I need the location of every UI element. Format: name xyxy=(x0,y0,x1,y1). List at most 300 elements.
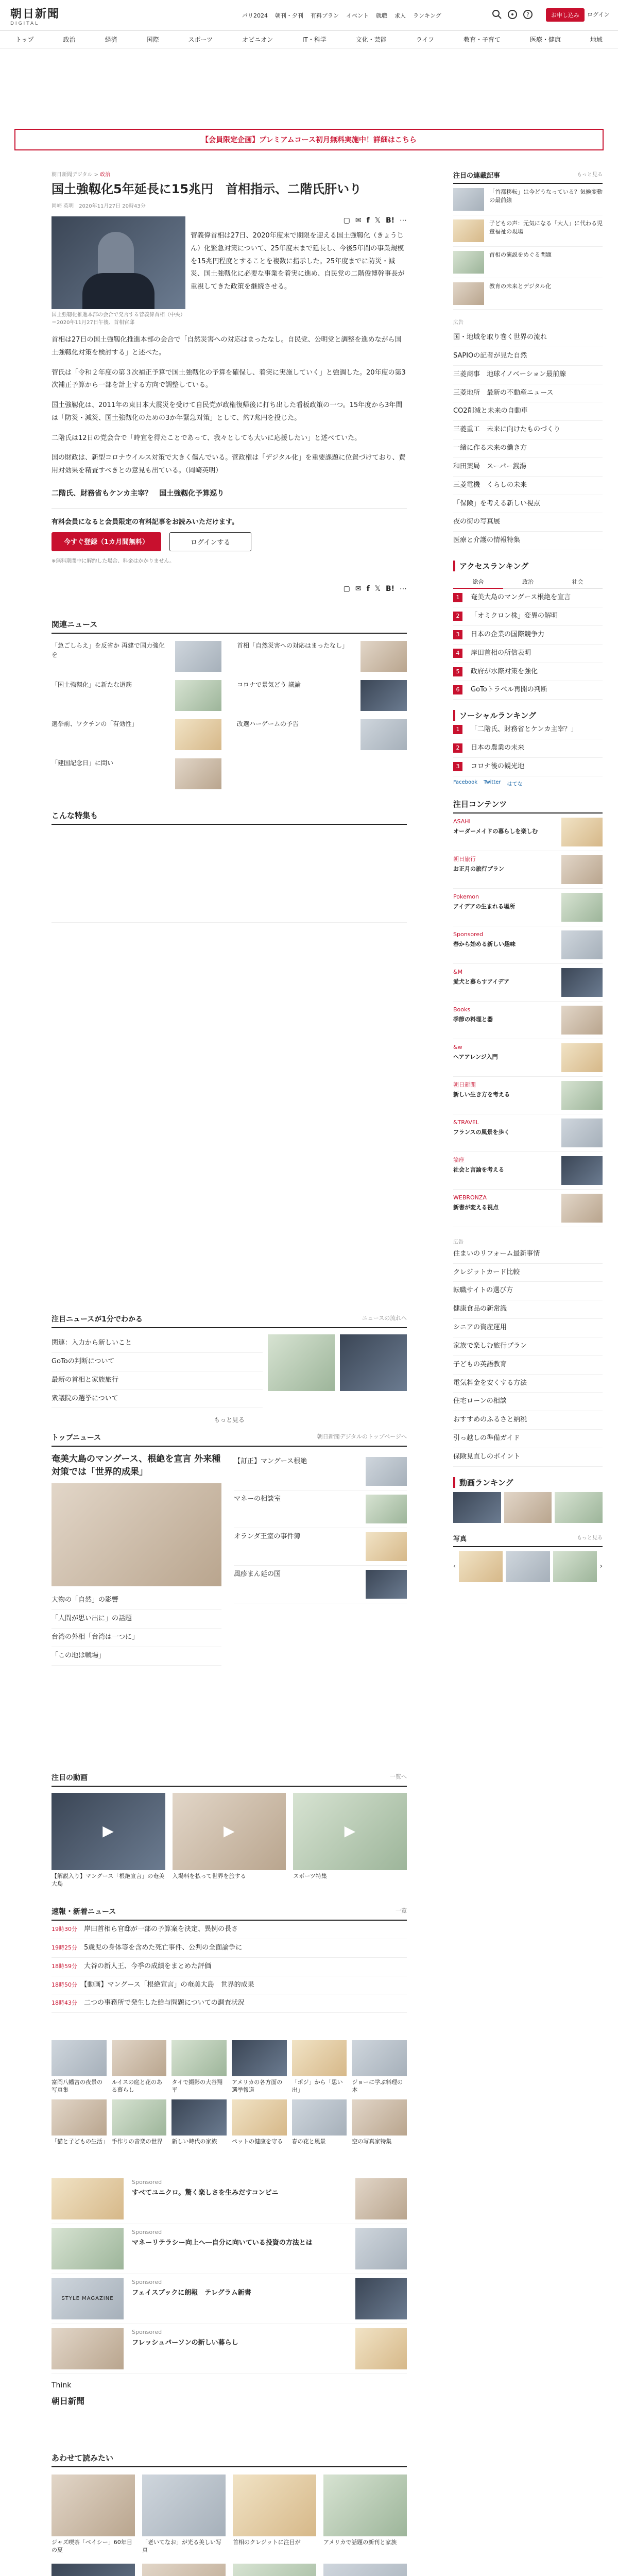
nav-item[interactable]: トップ xyxy=(15,36,34,43)
facebook-icon[interactable]: f xyxy=(366,216,370,225)
recommend-card[interactable] xyxy=(142,2564,226,2576)
top-link[interactable]: ランキング xyxy=(413,12,441,19)
content-category: Sponsored xyxy=(453,930,484,938)
sponsored-title: フレッシュパーソンの新しい暮らし xyxy=(132,2338,238,2347)
login-cta[interactable]: ログインする xyxy=(169,532,251,551)
sidebar-ranking-item[interactable] xyxy=(453,247,603,278)
asahi-logo-text: 朝日新聞 xyxy=(52,2396,85,2406)
svg-text:?: ? xyxy=(526,11,529,18)
sponsored-image xyxy=(355,2328,407,2369)
sponsored-image xyxy=(355,2178,407,2219)
article-paragraph: 首相は27日の国土強靱化推進本部の会合で「自然災害への対応はまったなし。自民党、公明党と調整を進めながら国土強靱化対策を検討する」と述べた。 xyxy=(52,336,402,357)
content-thumb xyxy=(561,930,603,959)
ranking-title: 政府が水際対策を強化 xyxy=(471,667,538,675)
recommend-thumb xyxy=(233,2475,316,2536)
site-logo[interactable] xyxy=(10,5,60,26)
breaking-news-section xyxy=(52,1906,407,2013)
video-card[interactable] xyxy=(52,1793,165,1888)
grid-caption: ジョーに学ぶ料理の本 xyxy=(352,2079,403,2094)
nav-item[interactable]: 国際 xyxy=(146,36,159,43)
facebook-link[interactable]: Facebook xyxy=(453,779,477,785)
cta-note: ※無料期間中に解約した場合、料金はかかりません。 xyxy=(52,558,175,564)
grid-caption: 新しい時代の家族 xyxy=(171,2138,217,2145)
content-thumb xyxy=(561,1194,603,1223)
sidebar-ranking-item[interactable] xyxy=(453,278,603,310)
content-thumb xyxy=(561,1043,603,1072)
thumb xyxy=(453,219,484,242)
content-title: アイデアの生まれる場所 xyxy=(453,903,516,910)
content-category: Books xyxy=(453,1006,471,1013)
prev-arrow-icon[interactable]: ‹ xyxy=(453,1563,456,1571)
grid-thumb xyxy=(112,2040,167,2076)
breaking-item[interactable] xyxy=(52,1939,407,1958)
sidebar-section-title: ソーシャルランキング xyxy=(453,710,603,721)
photo-thumb[interactable] xyxy=(553,1551,597,1582)
related-item-title: 首相「自然災害への対応はまったなし」 xyxy=(237,641,349,649)
nav-item[interactable]: スポーツ xyxy=(188,36,213,43)
ranking-item[interactable] xyxy=(453,645,603,663)
sidebar-section-title: 注目の連載記事 xyxy=(453,172,501,180)
content-title: オーダーメイドの暮らしを楽しむ xyxy=(453,827,538,835)
sidebar-more-link[interactable]: もっと見る xyxy=(577,172,603,178)
sidebar-section-title: アクセスランキング xyxy=(453,561,603,571)
top-news-row[interactable] xyxy=(234,1453,407,1490)
sidebar-link[interactable]: 三菱電機 くらしの未来 xyxy=(453,477,603,495)
ranking-tab[interactable]: 総合 xyxy=(453,575,503,589)
sponsor-label: Sponsored xyxy=(132,2229,162,2235)
recommend-title: 「老いてなお」が光る美しい写真 xyxy=(142,2539,221,2554)
sidebar-link[interactable]: 国・地域を取り巻く世界の流れ xyxy=(453,329,603,347)
x-icon[interactable]: 𝕏 xyxy=(374,216,381,225)
top-news-row[interactable] xyxy=(234,1490,407,1528)
sponsored-item[interactable] xyxy=(52,2224,407,2274)
ranking-title: 「オミクロン株」変異の解明 xyxy=(471,612,558,620)
grid-thumb xyxy=(232,2099,287,2136)
breaking-text: 【動画】マングース「根絶宣言」の奄美大島 世界的成果 xyxy=(84,1980,254,1989)
sidebar-ad-link[interactable]: 電気料金を安くする方法 xyxy=(453,1375,603,1393)
recommend-card[interactable] xyxy=(233,2564,316,2576)
login-button[interactable]: ログイン xyxy=(587,11,610,18)
access-ranking xyxy=(453,561,603,700)
breaking-time: 19時25分 xyxy=(52,1944,77,1951)
ranking-item[interactable] xyxy=(453,739,603,758)
grid-card[interactable] xyxy=(112,2040,167,2094)
recommend-card[interactable] xyxy=(142,2475,226,2554)
x-icon[interactable]: 𝕏 xyxy=(374,584,381,593)
content-category: 朝日旅行 xyxy=(453,855,476,862)
sidebar-more-link[interactable]: もっと見る xyxy=(577,1535,603,1541)
sponsored-title: すべてユニクロ。驚く楽しさを生みだすコンビニ xyxy=(132,2189,279,2197)
grid-card[interactable] xyxy=(292,2040,347,2094)
top-link[interactable]: 朝刊・夕刊 xyxy=(275,12,303,19)
sponsored-title: マネーリテラシー向上へ―自分に向いている投資の方法とは xyxy=(132,2239,313,2247)
related-thumb xyxy=(175,641,221,672)
related-item-title: 「建国記念日」に問い xyxy=(52,759,114,767)
video-rank-card[interactable] xyxy=(504,1492,552,1523)
sponsored-image xyxy=(355,2228,407,2269)
sidebar-ad-link[interactable]: シニアの資産運用 xyxy=(453,1319,603,1337)
twitter-link[interactable]: Twitter xyxy=(484,779,501,785)
breadcrumb-item[interactable]: 政治 xyxy=(100,172,111,178)
next-arrow-icon[interactable]: › xyxy=(599,1563,603,1571)
section-more-link[interactable]: 一覧 xyxy=(396,1907,407,1914)
story-item[interactable]: 関連：入力から新しいこと xyxy=(52,1334,263,1353)
related-thumb xyxy=(360,680,407,711)
ranking-title: 日本の農業の未来 xyxy=(471,744,525,752)
content-title: 愛犬と暮らすアイデア xyxy=(453,978,510,985)
share-bar xyxy=(191,216,407,225)
recommend-thumb xyxy=(142,2475,226,2536)
paywall-box xyxy=(52,509,407,564)
think-logo-text: Think xyxy=(52,2381,72,2389)
breaking-item[interactable] xyxy=(52,1921,407,1939)
related-article-link[interactable] xyxy=(52,488,407,498)
video-thumb xyxy=(293,1793,407,1870)
bookmark-icon[interactable]: ▢ xyxy=(343,216,350,225)
sponsor-label: Sponsored xyxy=(132,2279,162,2285)
content-title: ヘアアレンジ入門 xyxy=(453,1053,498,1060)
sidebar-ad-link[interactable]: 転職サイトの選び方 xyxy=(453,1282,603,1300)
related-item[interactable] xyxy=(52,641,221,672)
asahi-logo-footer[interactable] xyxy=(52,2395,407,2406)
nav-item[interactable]: 文化・芸能 xyxy=(355,36,387,43)
sidebar-ad-link[interactable]: 住まいのリフォーム最新事情 xyxy=(453,1245,603,1264)
grid-card[interactable] xyxy=(52,2099,107,2145)
sidebar-ad-list xyxy=(453,1238,603,1467)
recommend-thumb xyxy=(323,2564,407,2576)
ranking-item[interactable] xyxy=(453,663,603,682)
top-news-item[interactable]: 大物の「自然」の影響 xyxy=(52,1591,221,1610)
grid-card[interactable] xyxy=(112,2099,167,2145)
top-news-item[interactable]: 「この地は戦場」 xyxy=(52,1647,221,1666)
breaking-text: 岸田首相ら官邸が一部の予算案を決定、異例の長さ xyxy=(84,1925,238,1933)
breaking-text: 大谷の新人王、今季の成績をまとめた評価 xyxy=(84,1962,212,1970)
mail-icon[interactable]: ✉ xyxy=(355,584,362,593)
related-item-title: 「急ごしらえ」を反省か 再建で国力強化を xyxy=(52,641,165,658)
think-logo[interactable] xyxy=(52,2381,407,2389)
facebook-icon[interactable]: f xyxy=(366,584,370,593)
site-header xyxy=(0,0,618,31)
story-item[interactable]: GoToの判断について xyxy=(52,1353,263,1371)
promo-text: 【会員限定企画】プレミアムコース初月無料実施中！詳細はこちら xyxy=(201,136,417,144)
info-icon[interactable] xyxy=(523,9,533,20)
breadcrumb-item[interactable]: 朝日新聞デジタル xyxy=(52,172,93,178)
sponsored-item[interactable] xyxy=(52,2274,407,2324)
story-image[interactable] xyxy=(268,1334,335,1391)
content-item[interactable] xyxy=(453,1152,603,1190)
ranking-item[interactable] xyxy=(453,626,603,645)
share-bar-bottom xyxy=(52,585,407,593)
photo-thumb[interactable] xyxy=(459,1551,503,1582)
video-rank-card[interactable] xyxy=(555,1492,603,1523)
breaking-item[interactable] xyxy=(52,1994,407,2013)
grid-caption: 「猫と子どもの生活」 xyxy=(52,2138,108,2145)
story-image[interactable] xyxy=(340,1334,407,1391)
sidebar-link[interactable]: 和田薬局 スーパー銭湯 xyxy=(453,458,603,477)
section-more-link[interactable]: 一覧へ xyxy=(390,1773,407,1780)
content-category: &TRAVEL xyxy=(453,1118,479,1126)
sidebar-ad-link[interactable]: 健康食品の新常識 xyxy=(453,1300,603,1319)
sidebar-link[interactable]: SAPIOの記者が見た自然 xyxy=(453,347,603,366)
related-thumb xyxy=(175,758,221,789)
content-item[interactable] xyxy=(453,889,603,926)
sidebar-link[interactable]: 三菱重工 未来に向けたものづくり xyxy=(453,421,603,439)
content-list xyxy=(453,799,603,1227)
sidebar-ranking-item[interactable] xyxy=(453,184,603,215)
related-item[interactable] xyxy=(237,719,407,750)
story-item[interactable]: 衆議院の選挙について xyxy=(52,1390,263,1409)
top-news-photo[interactable] xyxy=(52,1483,221,1586)
article-title: 国土強靱化5年延長に15兆円 首相指示、二階氏肝いり xyxy=(52,182,362,196)
recommend-card[interactable] xyxy=(233,2475,316,2554)
thumb xyxy=(366,1570,407,1599)
sidebar-link[interactable]: 医療と介護の情報特集 xyxy=(453,532,603,550)
rank-number: 3 xyxy=(453,630,462,639)
nav-item[interactable]: 政治 xyxy=(63,36,76,43)
nav-item[interactable]: 経済 xyxy=(105,36,117,43)
rank-number: 5 xyxy=(453,667,462,676)
grid-thumb xyxy=(171,2040,227,2076)
content-item[interactable] xyxy=(453,1114,603,1152)
subscribe-cta[interactable]: 今すぐ登録（1カ月間無料） xyxy=(52,532,161,551)
related-thumb xyxy=(175,680,221,711)
top-link[interactable]: 求人 xyxy=(394,12,406,19)
grid-card[interactable] xyxy=(232,2099,287,2145)
more-icon[interactable]: ⋯ xyxy=(400,584,407,593)
sidebar-link[interactable]: 三菱地所 最新の不動産ニュース xyxy=(453,384,603,403)
related-item-title: 選挙前、ワクチンの「有効性」 xyxy=(52,720,138,727)
sidebar-ad-link[interactable]: 住宅ローンの相談 xyxy=(453,1393,603,1411)
top-news-row[interactable] xyxy=(234,1528,407,1566)
related-item[interactable] xyxy=(52,719,221,750)
breaking-item[interactable] xyxy=(52,1958,407,1976)
logo-text: 朝日新聞 xyxy=(10,7,60,21)
nav-item[interactable]: IT・科学 xyxy=(302,36,327,43)
related-item[interactable] xyxy=(237,680,407,711)
search-icon[interactable] xyxy=(492,9,502,20)
content-title: 新書が変える視点 xyxy=(453,1204,499,1211)
stories-more-button[interactable]: もっと見る xyxy=(213,1416,245,1424)
related-item[interactable] xyxy=(52,758,221,789)
related-item-title: コロナで景気どう 議論 xyxy=(237,681,301,688)
section-more-link[interactable]: ニュースの流れへ xyxy=(362,1315,407,1321)
photo-section xyxy=(453,1533,603,1582)
top-link[interactable]: 就職 xyxy=(376,12,387,19)
hatena-icon[interactable]: B! xyxy=(385,216,394,225)
logo-sub: DIGITAL xyxy=(10,21,40,26)
sidebar-link[interactable]: 一緒に作る未来の働き方 xyxy=(453,439,603,458)
content-thumb xyxy=(561,1081,603,1110)
sidebar-section-title: 動画ランキング xyxy=(453,1477,603,1488)
video-card[interactable] xyxy=(293,1793,407,1888)
grid-card[interactable] xyxy=(292,2099,347,2145)
content-item[interactable] xyxy=(453,1077,603,1114)
ranking-item[interactable] xyxy=(453,721,603,739)
content-thumb xyxy=(561,855,603,884)
recommend-thumb xyxy=(52,2564,135,2576)
content-item[interactable] xyxy=(453,1039,603,1077)
grid-card[interactable] xyxy=(352,2040,407,2094)
nav-item[interactable]: オピニオン xyxy=(242,36,273,43)
top-link[interactable]: 有料プラン xyxy=(311,12,339,19)
hatena-link[interactable]: はてな xyxy=(507,781,523,787)
ranking-title: 岸田首相の所信表明 xyxy=(471,649,531,657)
related-thumb xyxy=(360,641,407,672)
top-link[interactable]: イベント xyxy=(346,12,369,19)
top-news-row-title: マネーの相談室 xyxy=(234,1495,281,1503)
recommend-card[interactable] xyxy=(323,2475,407,2554)
top-link[interactable]: パリ2024 xyxy=(242,12,268,19)
top-news-lead[interactable]: 奄美大島のマングース、根絶を宣言 外来種対策では「世界的成果」 xyxy=(52,1454,221,1477)
content-title: お正月の旅行プラン xyxy=(453,865,504,872)
section-title: 注目ニュースが1分でわかる xyxy=(52,1315,143,1324)
section-more-link[interactable]: 朝日新聞デジタルのトップページへ xyxy=(317,1433,407,1440)
recommend-card[interactable] xyxy=(52,2564,135,2576)
breaking-text: 5歳児の身体等を含めた死亡事件、公判の全面論争に xyxy=(84,1943,243,1952)
sponsored-thumb xyxy=(52,2278,124,2319)
grid-card[interactable] xyxy=(232,2040,287,2094)
top-news-item[interactable]: 「人間が思い出に」の話題 xyxy=(52,1610,221,1629)
sidebar-link[interactable]: 三菱商事 地球イノベーション最前線 xyxy=(453,366,603,384)
sidebar-link-list xyxy=(453,329,603,550)
subscribe-button[interactable]: お申し込み xyxy=(546,8,585,22)
sponsored-thumb xyxy=(52,2178,124,2219)
content-item[interactable] xyxy=(453,851,603,889)
top-news-row[interactable] xyxy=(234,1566,407,1603)
article-paragraph: 菅氏は「令和２年度の第３次補正予算で国土強靱化の予算を確保し、着実に実施していく」と強調した。20年度の第3次補正予算から一部を計上する方向で調整している。 xyxy=(52,368,406,389)
ranking-item[interactable] xyxy=(453,607,603,626)
video-thumb xyxy=(504,1492,552,1523)
breaking-item[interactable] xyxy=(52,1976,407,1995)
rank-number: 4 xyxy=(453,649,462,658)
section-title: こんな特集も xyxy=(52,810,407,825)
grid-card[interactable] xyxy=(352,2099,407,2145)
ranking-item[interactable] xyxy=(453,589,603,607)
video-thumb xyxy=(52,1793,165,1870)
video-title: 【解説入り】マングース「根絶宣言」の奄美大島 xyxy=(52,1873,165,1888)
photo-grid xyxy=(52,2040,407,2145)
grid-caption: ペットの健康を守る xyxy=(231,2138,283,2145)
ranking-title: 奄美大島のマングース根絶を宣言 xyxy=(471,594,571,602)
video-title: 入場料を払って世界を旅する xyxy=(172,1873,246,1879)
main-nav xyxy=(0,31,618,48)
section-title: 速報・新着ニュース xyxy=(52,1908,116,1916)
sponsored-item[interactable] xyxy=(52,2324,407,2374)
content-category: &M xyxy=(453,968,463,975)
sidebar-ad-link[interactable]: 引っ越しの準備ガイド xyxy=(453,1430,603,1448)
sidebar-ranking-item[interactable] xyxy=(453,215,603,247)
sidebar-ad-link[interactable]: おすすめのふるさと納税 xyxy=(453,1411,603,1430)
grid-card[interactable] xyxy=(171,2040,227,2094)
content-thumb xyxy=(561,818,603,846)
grid-card[interactable] xyxy=(171,2099,227,2145)
sponsored-title: フェイスブックに朗報 テレグラム新書 xyxy=(132,2289,251,2297)
bookmark-icon[interactable]: ▢ xyxy=(343,584,350,593)
sidebar-link[interactable]: 「保険」を考える新しい視点 xyxy=(453,495,603,514)
sidebar-ad-link[interactable]: 保険見直しのポイント xyxy=(453,1448,603,1467)
ranking-tab[interactable]: 政治 xyxy=(503,575,553,589)
nav-item[interactable]: 地域 xyxy=(590,36,603,43)
nav-item[interactable]: 医療・健康 xyxy=(529,36,561,43)
rank-number: 6 xyxy=(453,685,462,694)
content-category: &w xyxy=(453,1043,462,1050)
grid-caption: ルイスの庭と花のある暮らし xyxy=(111,2079,162,2094)
sidebar-link[interactable]: CO2削減と未来の自動車 xyxy=(453,402,603,421)
social-ranking xyxy=(453,710,603,787)
content-thumb xyxy=(561,893,603,922)
section-title: 注目の動画 xyxy=(52,1774,88,1782)
mail-icon[interactable]: ✉ xyxy=(355,216,362,225)
photo-thumb[interactable] xyxy=(506,1551,550,1582)
ranking-title: GoToトラベル再開の判断 xyxy=(471,686,547,694)
content-item[interactable] xyxy=(453,964,603,1002)
content-item[interactable] xyxy=(453,926,603,964)
section-title: トップニュース xyxy=(52,1434,101,1442)
recommend-card[interactable] xyxy=(323,2564,407,2576)
article xyxy=(52,170,407,923)
content-thumb xyxy=(561,1006,603,1035)
ranking-item[interactable] xyxy=(453,758,603,776)
ranking-tab[interactable]: 社会 xyxy=(553,575,603,589)
video-thumb xyxy=(453,1492,501,1523)
member-note: 有料会員になると会員限定の有料記事をお読みいただけます。 xyxy=(52,518,238,526)
top-news-item[interactable]: 台湾の外相「台湾は一つに」 xyxy=(52,1629,221,1647)
related-item[interactable] xyxy=(237,641,407,672)
content-title: フランスの風景を歩く xyxy=(453,1128,510,1136)
article-photo[interactable] xyxy=(52,216,185,309)
top-links xyxy=(242,11,441,20)
grid-thumb xyxy=(352,2040,407,2076)
sponsored-item[interactable] xyxy=(52,2174,407,2224)
related-item[interactable] xyxy=(52,680,221,711)
related-thumb xyxy=(360,719,407,750)
hatena-icon[interactable]: B! xyxy=(385,584,394,593)
sidebar-ad-link[interactable]: クレジットカード比較 xyxy=(453,1264,603,1282)
content-item[interactable] xyxy=(453,1002,603,1039)
menu-icon[interactable] xyxy=(507,9,518,20)
content-item[interactable] xyxy=(453,814,603,851)
content-item[interactable] xyxy=(453,1190,603,1227)
sidebar-ad-link[interactable]: 子どもの英語教育 xyxy=(453,1356,603,1375)
related-link-text: 二階氏、財務省もケンカ主宰？ 国土強靱化予算巡り xyxy=(52,489,225,498)
nav-item[interactable]: ライフ xyxy=(416,36,435,43)
content-title: 新しい生き方を考える xyxy=(453,1091,510,1098)
grid-thumb xyxy=(52,2099,107,2136)
sidebar-link[interactable]: 夜の街の写真展 xyxy=(453,513,603,532)
more-icon[interactable]: ⋯ xyxy=(400,216,407,225)
ranking-item[interactable] xyxy=(453,681,603,700)
grid-thumb xyxy=(112,2099,167,2136)
sidebar-ad-link[interactable]: 家族で楽しむ旅行プラン xyxy=(453,1337,603,1356)
grid-caption: アメリカの各方面の選挙報道 xyxy=(231,2079,283,2094)
video-section xyxy=(52,1772,407,1888)
article-byline: 岡崎 英明 xyxy=(52,204,74,210)
video-card[interactable] xyxy=(173,1793,286,1888)
grid-thumb xyxy=(232,2040,287,2076)
rank-number: 2 xyxy=(453,743,462,753)
story-item[interactable]: 最新の首相と家族旅行 xyxy=(52,1371,263,1390)
sidebar-item-title: 子どもの声：元気になる「大人」に代わる児童福祉の現場 xyxy=(489,220,603,235)
promo-banner[interactable] xyxy=(14,129,604,150)
video-rank-card[interactable] xyxy=(453,1492,501,1523)
grid-card[interactable] xyxy=(52,2040,107,2094)
video-title: スポーツ特集 xyxy=(293,1873,327,1879)
nav-item[interactable]: 教育・子育て xyxy=(463,36,501,43)
recommend-card[interactable] xyxy=(52,2475,135,2554)
breaking-time: 18時59分 xyxy=(52,1962,77,1970)
ranking-title: 日本の企業の国際競争力 xyxy=(471,630,545,638)
video-thumb xyxy=(555,1492,603,1523)
